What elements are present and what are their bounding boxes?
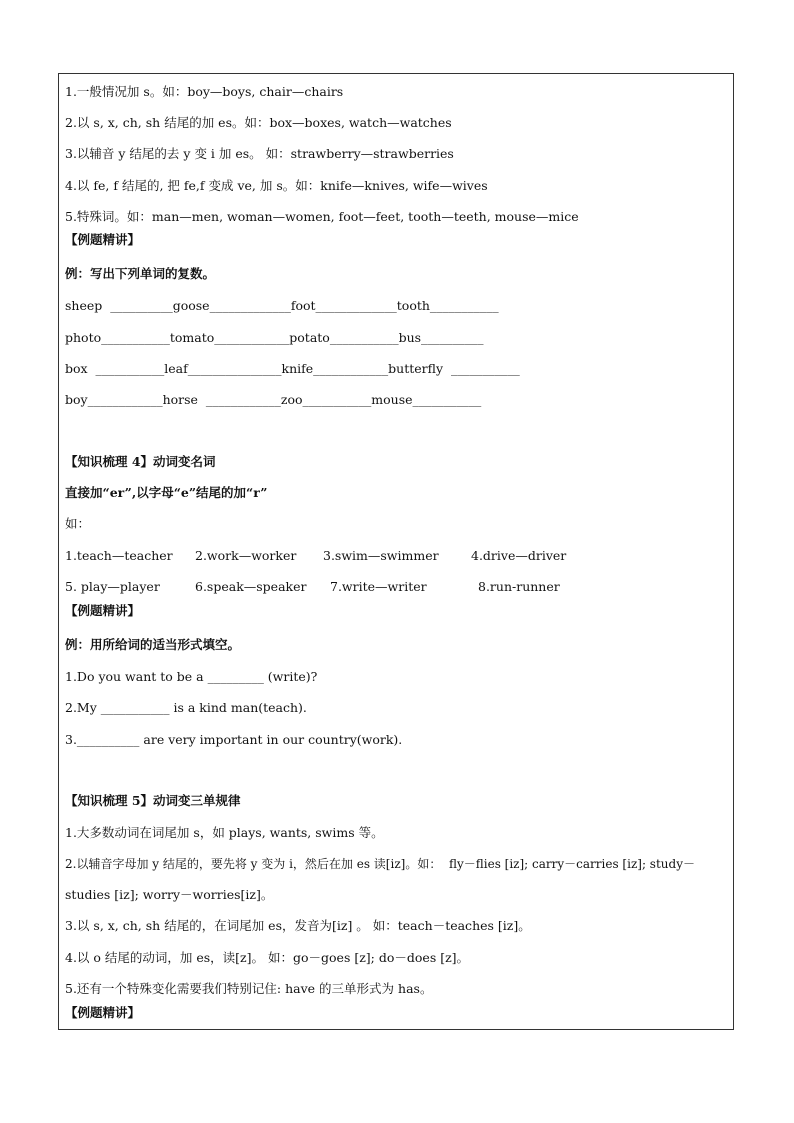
plural-rule: 5.特殊词。如：man—men, woman—women, foot—feet, tooth—teeth, mouse—mice: [65, 209, 579, 224]
section-rule: 直接加“er”,以字母“e”结尾的加“r”: [65, 485, 268, 500]
example-item: 5. play—player: [65, 579, 160, 594]
exercise-row: box ___________leaf_______________knife____________butterfly ___________: [65, 361, 520, 376]
section-rule: 5.还有一个特殊变化需要我们特别记住: have 的三单形式为 has。: [65, 981, 433, 996]
exercise-row: photo___________tomato____________potato___________bus__________: [65, 330, 484, 345]
example-item: 2.work—worker: [195, 548, 297, 563]
example-prompt: 例：用所给词的适当形式填空。: [65, 637, 241, 652]
section-rule: 2.以辅音字母加 y 结尾的，要先将 y 变为 i，然后在加 es 读[iz]。如： fly－flies [iz]; carry－carries [iz]; study－: [65, 857, 695, 871]
section-rule: 4.以 o 结尾的动词，加 es，读[z]。 如：go－goes [z]; do－does [z]。: [65, 950, 470, 965]
example-item: 3.swim—swimmer: [323, 548, 439, 563]
plural-rule: 2.以 s, x, ch, sh 结尾的加 es。如：box—boxes, watch—watches: [65, 115, 452, 130]
eg-label: 如：: [65, 516, 91, 531]
example-item: 8.run-runner: [478, 579, 560, 594]
exercise-row: boy____________horse ____________zoo___________mouse___________: [65, 392, 482, 407]
section-rule: 1.大多数动词在词尾加 s，如 plays, wants, swims 等。: [65, 825, 384, 840]
section-rule: studies [iz]; worry－worries[iz]。: [65, 887, 274, 902]
section-title: 【知识梳理 5】动词变三单规律: [65, 793, 241, 808]
plural-rule: 3.以辅音 y 结尾的去 y 变 i 加 es。 如：strawberry—strawberries: [65, 146, 454, 161]
example-heading: 【例题精讲】: [65, 1005, 141, 1020]
fill-question: 3.__________ are very important in our country(work).: [65, 732, 403, 747]
section-rule: 3.以 s, x, ch, sh 结尾的，在词尾加 es，发音为[iz] 。 如：teach－teaches [iz]。: [65, 918, 531, 933]
example-heading: 【例题精讲】: [65, 232, 141, 247]
plural-rule: 4.以 fe, f 结尾的, 把 fe,f 变成 ve, 加 s。如：knife—knives, wife—wives: [65, 178, 488, 193]
section-title: 【知识梳理 4】动词变名词: [65, 454, 216, 469]
example-heading: 【例题精讲】: [65, 603, 141, 618]
exercise-row: sheep __________goose_____________foot_____________tooth___________: [65, 298, 499, 313]
example-item: 1.teach—teacher: [65, 548, 173, 563]
example-item: 4.drive—driver: [471, 548, 567, 563]
fill-question: 1.Do you want to be a _________ (write)?: [65, 669, 318, 684]
plural-rule: 1.一般情况加 s。如：boy—boys, chair—chairs: [65, 84, 344, 99]
example-item: 7.write—writer: [330, 579, 427, 594]
fill-question: 2.My ___________ is a kind man(teach).: [65, 700, 307, 715]
example-prompt: 例：写出下列单词的复数。: [65, 266, 216, 281]
example-item: 6.speak—speaker: [195, 579, 307, 594]
